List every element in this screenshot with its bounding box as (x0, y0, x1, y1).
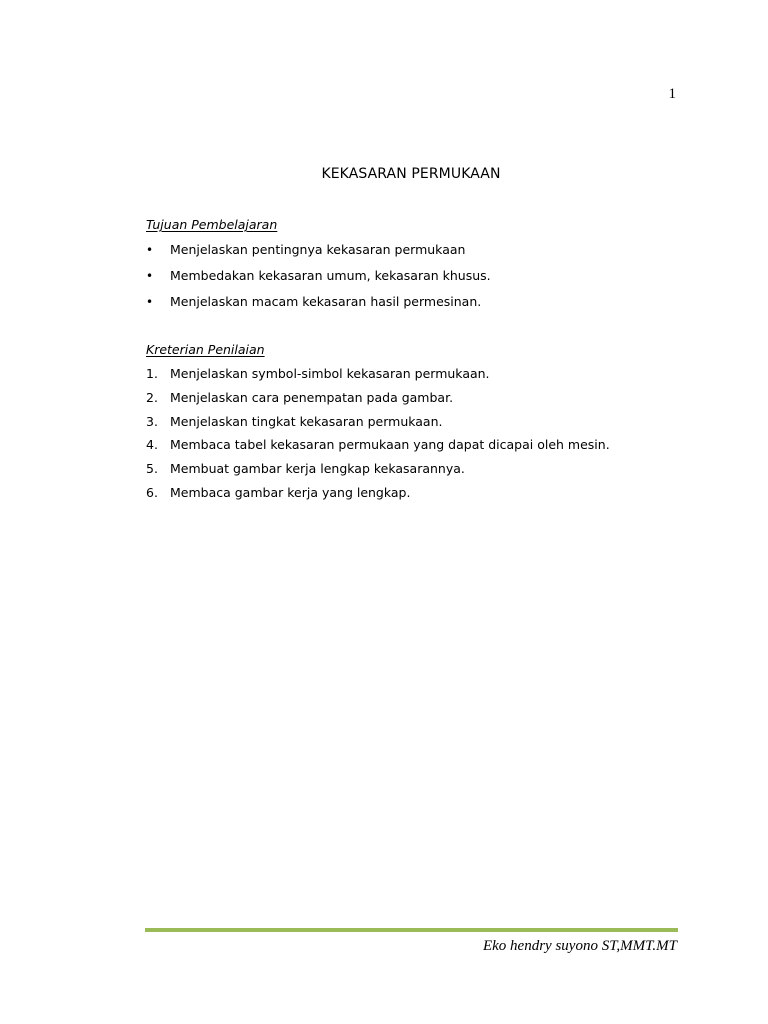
list-item (146, 269, 491, 295)
list-item (146, 367, 610, 391)
list-number: 1. (146, 366, 158, 381)
bullet-marker: • (146, 243, 154, 257)
bullet-marker: • (146, 295, 154, 309)
criteria-heading: Kreterian Penilaian (146, 342, 265, 357)
list-item (146, 243, 491, 269)
list-item (146, 391, 610, 415)
footer-author: Eko hendry suyono ST,MMT.MT (482, 938, 677, 954)
list-item-text: Menjelaskan tingkat kekasaran permukaan. (170, 413, 443, 429)
list-item-text: Membaca tabel kekasaran permukaan yang dapat dicapai oleh mesin. (170, 437, 610, 453)
list-item-text: Menjelaskan cara penempatan pada gambar. (170, 389, 454, 405)
list-item-text: Membuat gambar kerja lengkap kekasarannya. (170, 461, 465, 477)
objectives-list (146, 243, 491, 321)
list-item-text: Menjelaskan macam kekasaran hasil permesinan. (170, 294, 482, 309)
list-item (146, 415, 610, 439)
objectives-heading: Tujuan Pembelajaran (146, 217, 278, 232)
list-item-text: Membedakan kekasaran umum, kekasaran khusus. (170, 268, 491, 283)
footer-divider (145, 928, 678, 932)
list-item (146, 462, 610, 486)
list-number: 5. (146, 461, 158, 477)
list-number: 6. (146, 484, 158, 500)
list-item (146, 438, 610, 462)
list-number: 3. (146, 413, 158, 429)
bullet-marker: • (146, 269, 154, 283)
list-item-text: Membaca gambar kerja yang lengkap. (170, 484, 411, 500)
criteria-list (146, 367, 610, 510)
list-item-text: Menjelaskan symbol-simbol kekasaran permukaan. (170, 366, 490, 381)
list-item (146, 486, 610, 510)
list-item-text: Menjelaskan pentingnya kekasaran permukaan (170, 242, 466, 257)
page-number: 1 (668, 86, 676, 102)
list-number: 2. (146, 389, 158, 405)
document-title: KEKASARAN PERMUKAAN (321, 166, 501, 182)
list-item (146, 295, 491, 321)
list-number: 4. (146, 437, 158, 453)
